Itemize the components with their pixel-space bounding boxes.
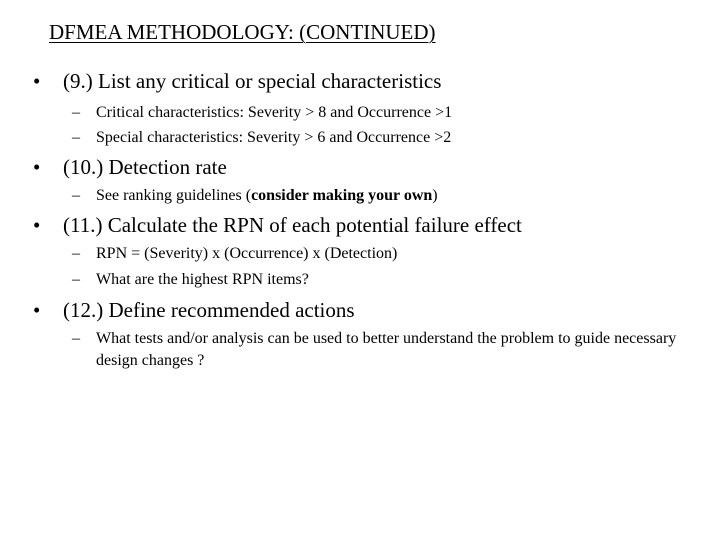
bullet-item-11	[33, 213, 522, 238]
sub-item-ranking	[72, 185, 438, 207]
bullet-text: (11.) Calculate the RPN of each potential failure effect	[63, 213, 522, 237]
bullet-text: (12.) Define recommended actions	[63, 298, 355, 322]
sub-text-prefix: See ranking guidelines (	[96, 187, 252, 204]
bullet-text: (10.) Detection rate	[63, 155, 227, 179]
slide-title: DFMEA METHODOLOGY: (CONTINUED)	[49, 20, 436, 44]
sub-item-critical	[72, 102, 452, 124]
sub-dash: –	[72, 271, 80, 288]
sub-item-special	[72, 127, 451, 149]
bullet-item-9	[33, 69, 441, 94]
bullet-dot: •	[33, 213, 41, 237]
sub-item-highest-rpn	[72, 269, 309, 291]
sub-text: What tests and/or analysis can be used to better understand the problem to guide necessary design changes ?	[96, 330, 677, 369]
sub-text: What are the highest RPN items?	[96, 271, 309, 288]
sub-dash: –	[72, 330, 80, 347]
bullet-text: (9.) List any critical or special characteristics	[63, 69, 442, 93]
sub-text: Special characteristics: Severity > 6 and Occurrence >2	[96, 129, 452, 146]
sub-dash: –	[72, 187, 80, 204]
sub-text-suffix: )	[432, 187, 438, 204]
sub-dash: –	[72, 129, 80, 146]
sub-item-rpn-formula	[72, 243, 397, 265]
sub-dash: –	[72, 104, 80, 121]
bullet-item-12	[33, 298, 355, 323]
bullet-dot: •	[33, 298, 41, 322]
sub-text: RPN = (Severity) x (Occurrence) x (Detection)	[96, 245, 398, 262]
sub-item-tests-analysis	[72, 328, 696, 371]
bullet-dot: •	[33, 69, 41, 93]
sub-text-bold: consider making your own	[251, 187, 433, 204]
sub-dash: –	[72, 245, 80, 262]
sub-text: Critical characteristics: Severity > 8 and Occurrence >1	[96, 104, 453, 121]
bullet-dot: •	[33, 155, 41, 179]
bullet-item-10	[33, 155, 227, 180]
